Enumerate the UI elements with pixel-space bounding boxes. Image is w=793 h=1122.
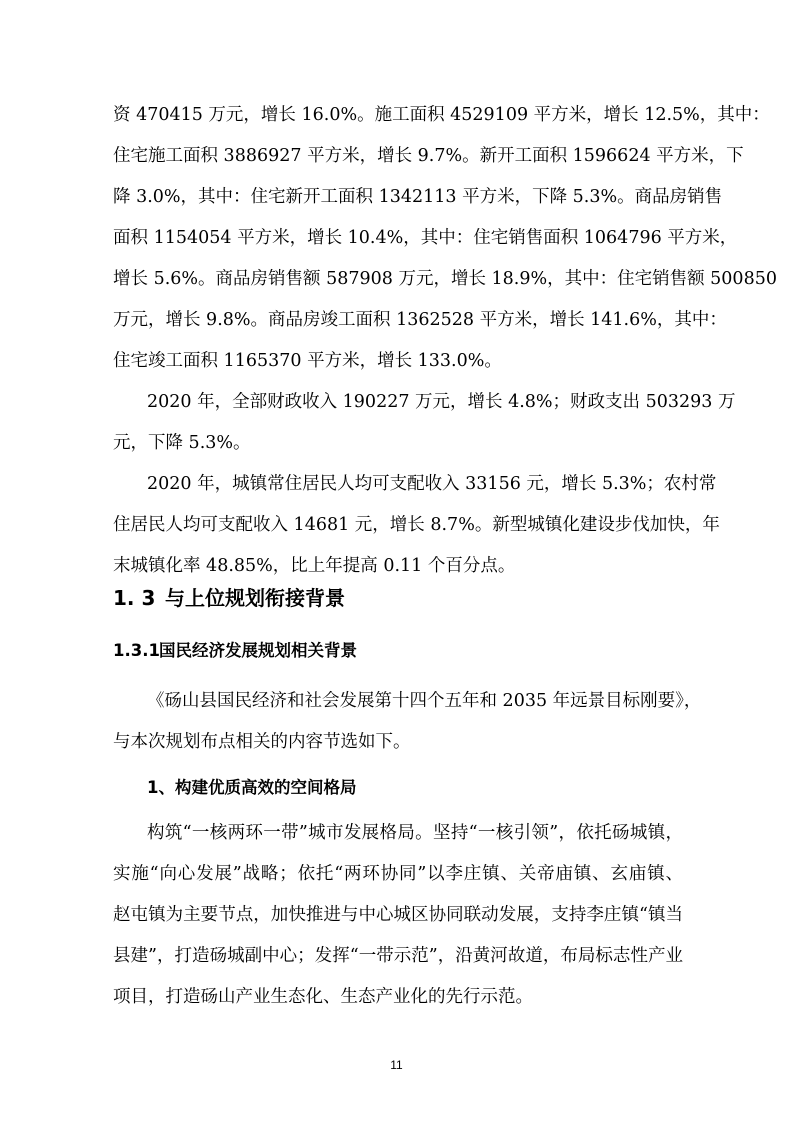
paragraph-line: 构筑“一核两环一带”城市发展格局。坚持“一核引领”，依托砀城镇， bbox=[147, 823, 683, 843]
paragraph-line: 面积 1154054 平方米，增长 10.4%，其中：住宅销售面积 1064796 平方米， bbox=[113, 228, 738, 248]
paragraph-line: 降 3.0%，其中：住宅新开工面积 1342113 平方米，下降 5.3%。商品房销售 bbox=[113, 187, 723, 207]
subsection-heading bbox=[113, 640, 357, 662]
paragraph-line: 2020 年，全部财政收入 190227 万元，增长 4.8%；财政支出 503293 万 bbox=[147, 392, 736, 412]
page-number: 11 bbox=[390, 1058, 403, 1072]
paragraph-line: 县建”，打造砀城副中心；发挥“一带示范”，沿黄河故道，布局标志性产业 bbox=[113, 946, 683, 966]
paragraph-line: 赵屯镇为主要节点，加快推进与中心城区协同联动发展，支持李庄镇“镇当 bbox=[113, 905, 683, 925]
subsection-title: 国民经济发展规划相关背景 bbox=[159, 641, 357, 660]
subsection-number: 1.3.1 bbox=[113, 641, 160, 660]
paragraph-line: 与本次规划布点相关的内容节选如下。 bbox=[113, 732, 411, 752]
paragraph-line: 万元，增长 9.8%。商品房竣工面积 1362528 平方米，增长 141.6%，其中： bbox=[113, 310, 727, 330]
paragraph-line: 住居民人均可支配收入 14681 元，增长 8.7%。新型城镇化建设步伐加快，年 bbox=[113, 515, 720, 535]
paragraph-line: 元，下降 5.3%。 bbox=[113, 433, 251, 453]
paragraph-line: 实施“向心发展”战略；依托“两环协同”以李庄镇、关帝庙镇、玄庙镇、 bbox=[113, 864, 683, 884]
paragraph-line: 《砀山县国民经济和社会发展第十四个五年和 2035 年远景目标刚要》， bbox=[147, 691, 702, 711]
paragraph-line: 项目，打造砀山产业生态化、生态产业化的先行示范。 bbox=[113, 987, 533, 1007]
paragraph-line: 资 470415 万元，增长 16.0%。施工面积 4529109 平方米，增长 12.5%，其中： bbox=[113, 105, 770, 125]
section-heading bbox=[113, 585, 345, 611]
item-heading: 1、构建优质高效的空间格局 bbox=[147, 778, 357, 797]
section-number: 1. 3 bbox=[113, 586, 156, 610]
section-title: 与上位规划衔接背景 bbox=[165, 586, 345, 610]
paragraph-line: 2020 年，城镇常住居民人均可支配收入 33156 元，增长 5.3%；农村常 bbox=[147, 474, 717, 494]
paragraph-line: 住宅竣工面积 1165370 平方米，增长 133.0%。 bbox=[113, 351, 502, 371]
paragraph-line: 住宅施工面积 3886927 平方米，增长 9.7%。新开工面积 1596624 平方米，下 bbox=[113, 146, 744, 166]
paragraph-line: 增长 5.6%。商品房销售额 587908 万元，增长 18.9%，其中：住宅销售额 500850 bbox=[113, 269, 777, 289]
paragraph-line: 末城镇化率 48.85%，比上年提高 0.11 个百分点。 bbox=[113, 556, 516, 576]
